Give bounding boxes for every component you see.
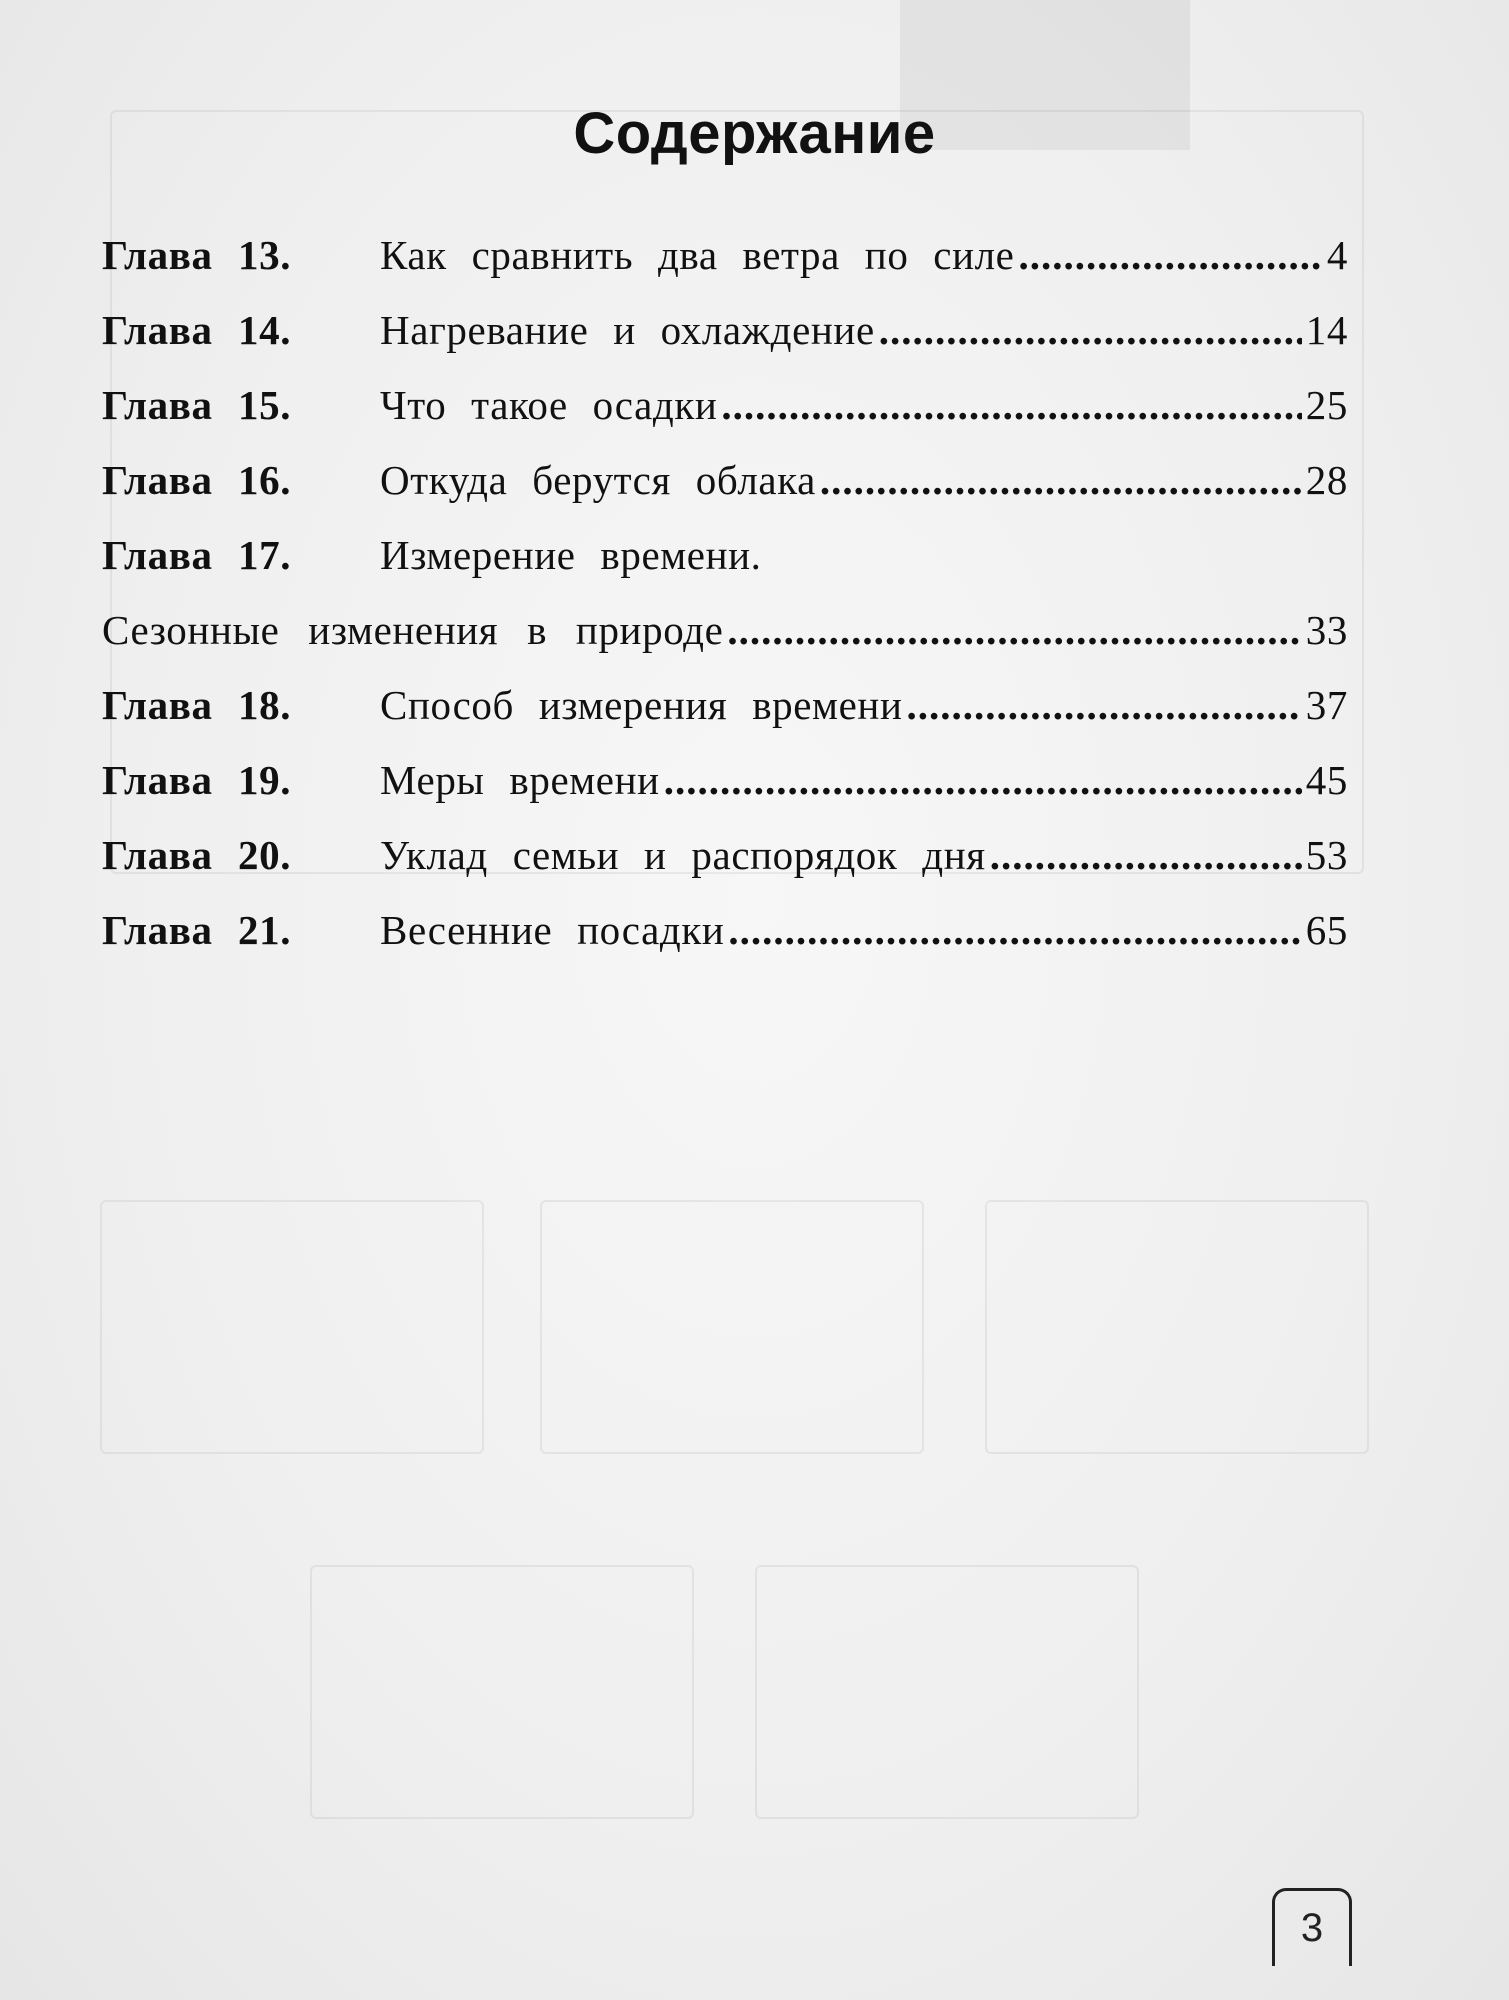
dot-leader xyxy=(728,893,1301,968)
toc-entry xyxy=(102,368,1348,443)
chapter-number: 13. xyxy=(238,232,292,278)
dot-leader xyxy=(727,593,1301,668)
chapter-title: Уклад семьи и распорядок дня xyxy=(380,832,986,878)
chapter-page: 65 xyxy=(1305,907,1348,953)
dot-leader xyxy=(721,368,1301,443)
chapter-label: Глава xyxy=(102,382,213,428)
chapter-label: Глава xyxy=(102,232,213,278)
chapter-label: Глава xyxy=(102,907,213,953)
chapter-number: 16. xyxy=(238,457,292,503)
dot-leader xyxy=(664,743,1302,818)
bleed-through-box xyxy=(755,1565,1139,1819)
toc-entry-continuation xyxy=(102,593,1348,668)
table-of-contents xyxy=(102,218,1348,968)
page-number: 3 xyxy=(1272,1888,1352,1966)
chapter-page: 28 xyxy=(1305,457,1348,503)
chapter-title: Откуда берутся облака xyxy=(380,457,816,503)
bleed-through-box xyxy=(100,1200,484,1454)
chapter-label: Глава xyxy=(102,532,213,578)
chapter-title: Измерение времени. xyxy=(380,532,762,578)
toc-entry xyxy=(102,443,1348,518)
dot-leader xyxy=(1018,218,1322,293)
chapter-label: Глава xyxy=(102,307,213,353)
chapter-page: 53 xyxy=(1305,832,1348,878)
chapter-number: 17. xyxy=(238,532,292,578)
chapter-page: 14 xyxy=(1305,307,1348,353)
chapter-number: 15. xyxy=(238,382,292,428)
toc-entry xyxy=(102,818,1348,893)
chapter-label: Глава xyxy=(102,832,213,878)
chapter-number: 14. xyxy=(238,307,292,353)
toc-entry xyxy=(102,893,1348,968)
dot-leader xyxy=(879,293,1302,368)
chapter-title: Способ измерения времени xyxy=(380,682,903,728)
chapter-page: 37 xyxy=(1305,682,1348,728)
chapter-label: Глава xyxy=(102,682,213,728)
toc-entry xyxy=(102,743,1348,818)
chapter-page: 33 xyxy=(1305,607,1348,653)
dot-leader xyxy=(990,818,1302,893)
toc-entry xyxy=(102,293,1348,368)
page-title: Содержание xyxy=(573,101,936,166)
chapter-number: 18. xyxy=(238,682,292,728)
chapter-page: 25 xyxy=(1305,382,1348,428)
chapter-label: Глава xyxy=(102,457,213,503)
toc-entry xyxy=(102,668,1348,743)
chapter-page: 45 xyxy=(1305,757,1348,803)
chapter-number: 21. xyxy=(238,907,292,953)
chapter-title: Весенние посадки xyxy=(380,907,725,953)
toc-entry xyxy=(102,518,1348,593)
chapter-title: Меры времени xyxy=(380,757,660,803)
dot-leader xyxy=(907,668,1302,743)
dot-leader xyxy=(820,443,1302,518)
toc-entry xyxy=(102,218,1348,293)
chapter-page: 4 xyxy=(1326,232,1348,278)
chapter-number: 19. xyxy=(238,757,292,803)
chapter-title: Сезонные изменения в природе xyxy=(102,607,724,653)
bleed-through-box xyxy=(540,1200,924,1454)
chapter-title: Что такое осадки xyxy=(380,382,718,428)
chapter-title: Как сравнить два ветра по силе xyxy=(380,232,1015,278)
chapter-label: Глава xyxy=(102,757,213,803)
chapter-number: 20. xyxy=(238,832,292,878)
chapter-title: Нагревание и охлаждение xyxy=(380,307,875,353)
bleed-through-box xyxy=(310,1565,694,1819)
bleed-through-box xyxy=(985,1200,1369,1454)
